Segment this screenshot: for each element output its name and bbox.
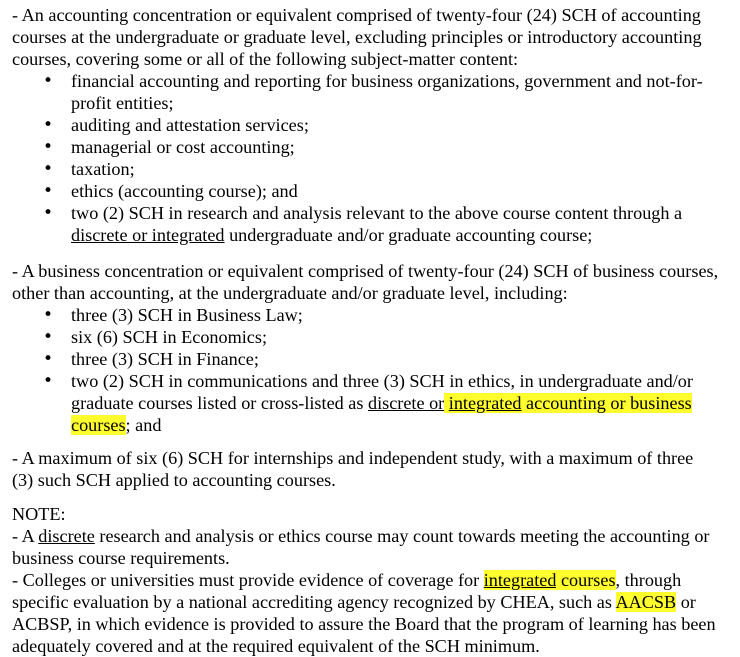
internships-line-2: (3) such SCH applied to accounting courses. (12, 470, 336, 490)
note-item-2-line-4: adequately covered and at the required equivalent of the SCH minimum. (12, 636, 540, 656)
list-item-text: three (3) SCH in Finance; (71, 349, 259, 369)
business-line-2: other than accounting, at the undergraduate and/or graduate level, including: (12, 283, 568, 303)
list-item-text: three (3) SCH in Business Law; (71, 305, 303, 325)
list-item-text: profit entities; (71, 93, 174, 113)
note-item-1 (12, 525, 734, 547)
note-text: specific evaluation by a national accrediting agency recognized by CHEA, such as (12, 592, 616, 612)
note-item-1-line-2: business course requirements. (12, 548, 230, 568)
list-item-text: taxation; (71, 159, 135, 179)
accounting-line-2: courses at the undergraduate or graduate level, excluding principles or introductory accounting (12, 27, 702, 47)
highlighted-text: accounting or business (521, 393, 692, 413)
list-item-text (71, 392, 730, 414)
accounting-line-1: - An accounting concentration or equivalent comprised of twenty-four (24) SCH of accounting (12, 5, 701, 25)
note-section (12, 503, 734, 657)
highlighted-term: integrated (483, 570, 557, 590)
list-item-text-rest: undergraduate and/or graduate accounting course; (224, 225, 593, 245)
list-item (0, 202, 730, 246)
note-text: - Colleges or universities must provide evidence of coverage for (12, 570, 484, 590)
underlined-term: discrete or integrated (71, 225, 225, 245)
highlighted-text: courses (71, 415, 126, 435)
highlighted-term: AACSB (615, 592, 677, 612)
list-item-text: auditing and attestation services; (71, 115, 309, 135)
note-heading: NOTE: (12, 504, 66, 524)
list-item (0, 158, 730, 180)
list-item (0, 304, 730, 326)
list-item-text: • two (2) SCH in research and analysis relevant to the above course content through a (71, 203, 683, 223)
list-item-text: • two (2) SCH in communications and three (3) SCH in ethics, in undergraduate and/or (71, 371, 693, 391)
note-text: , through (615, 570, 682, 590)
business-line-1: - A business concentration or equivalent comprised of twenty-four (24) SCH of business courses, (12, 261, 719, 281)
accounting-line-3: courses, covering some or all of the following subject-matter content: (12, 49, 519, 69)
list-item (0, 136, 730, 158)
list-item-text (71, 414, 730, 436)
list-item-text: ethics (accounting course); and (71, 181, 298, 201)
list-item (0, 180, 730, 202)
business-course-list (0, 304, 730, 436)
note-item-2 (12, 569, 734, 591)
note-text: or (676, 592, 696, 612)
list-item-text-end: ; and (125, 415, 162, 435)
underlined-term: discrete (38, 526, 95, 546)
note-item-2-line-2 (12, 591, 734, 613)
list-item-text: managerial or cost accounting; (71, 137, 295, 157)
note-text: research and analysis or ethics course may count towards meeting the accounting or (94, 526, 710, 546)
list-item (0, 114, 730, 136)
list-item-text: • financial accounting and reporting for business organizations, government and not-for- (71, 71, 703, 91)
internships-line-1: - A maximum of six (6) SCH for internships and independent study, with a maximum of three (12, 448, 694, 468)
accounting-subject-list (0, 70, 730, 246)
accounting-paragraph (12, 4, 734, 70)
underlined-term: discrete or (367, 393, 445, 413)
list-item (0, 348, 730, 370)
highlighted-term: integrated (448, 393, 522, 413)
list-item-text (71, 224, 730, 246)
note-item-2-line-3: ACBSP, in which evidence is provided to assure the Board that the program of learning has been (12, 614, 716, 634)
list-item-text-pre: graduate courses listed or cross-listed as (71, 393, 368, 413)
list-item-text: six (6) SCH in Economics; (71, 327, 268, 347)
highlighted-text: courses (556, 570, 616, 590)
internships-paragraph (12, 447, 734, 491)
list-item (0, 70, 730, 114)
business-paragraph (12, 260, 734, 304)
list-item (0, 370, 730, 436)
note-text: - A (12, 526, 39, 546)
list-item (0, 326, 730, 348)
